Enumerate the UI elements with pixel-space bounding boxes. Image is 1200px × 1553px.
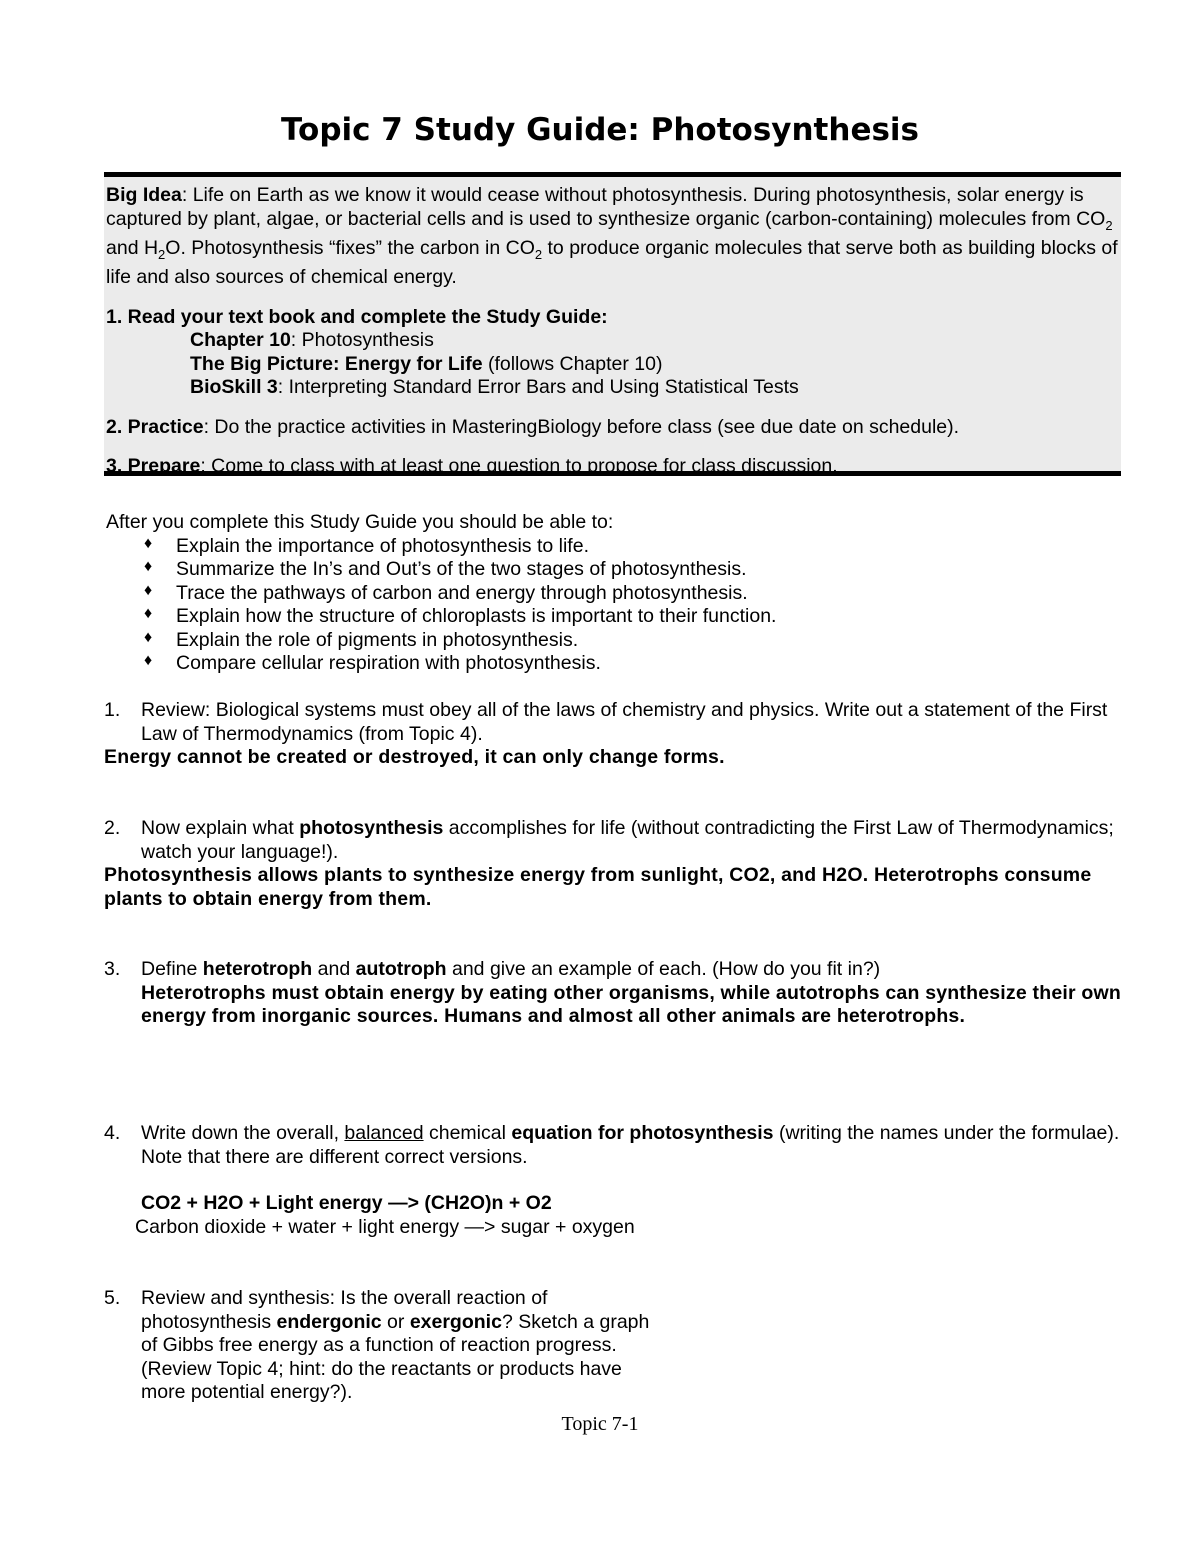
- page-footer: Topic 7-1: [561, 1413, 639, 1435]
- reading-title: Chapter 10: [190, 329, 291, 352]
- question-keyword: equation for photosynthesis: [511, 1122, 774, 1144]
- answer-text: Photosynthesis allows plants to synthesize energy from sunlight, CO2, and H2O. Heterotrophs consume plants to obtain energy from them.: [104, 864, 1092, 910]
- page-title: Topic 7 Study Guide: Photosynthesis: [281, 112, 919, 148]
- reading-desc: : Interpreting Standard Error Bars and Using Statistical Tests: [277, 376, 799, 399]
- big-idea-text: to produce organic molecules that serve both as building blocks of life and also sources of chemical energy.: [106, 236, 1118, 289]
- big-idea-label: Big Idea: [106, 184, 182, 206]
- bullet-icon: ♦: [144, 534, 153, 552]
- question-text-part: and: [312, 958, 356, 980]
- step3-text: : Come to class with at least one question to propose for class discussion.: [200, 455, 838, 478]
- question-keyword: exergonic: [409, 1310, 502, 1333]
- reading-title: The Big Picture: Energy for Life: [190, 352, 483, 375]
- objective-item: [106, 652, 1106, 676]
- question-keyword: endergonic: [276, 1310, 382, 1333]
- question-2: [104, 817, 1124, 911]
- question-number: 3.: [104, 958, 121, 980]
- reading-item: [190, 329, 1119, 353]
- reading-desc: (follows Chapter 10): [482, 352, 663, 375]
- bullet-icon: ♦: [144, 628, 153, 646]
- objective-item: [106, 629, 1106, 653]
- step3-label: 3. Prepare: [106, 455, 201, 478]
- reading-desc: : Photosynthesis: [290, 329, 434, 352]
- big-idea-text: and H: [106, 236, 159, 259]
- subscript: 2: [534, 246, 543, 262]
- objective-item: [106, 535, 1106, 559]
- question-number: 4.: [104, 1122, 121, 1144]
- objectives-section: [106, 511, 1106, 676]
- question-3: [104, 958, 1124, 1029]
- big-idea-paragraph: [106, 184, 1119, 290]
- step2-text: : Do the practice activities in MasteringBiology before class (see due date on schedule).: [203, 415, 960, 438]
- big-idea-box-content: [106, 184, 1119, 479]
- question-keyword: autotroph: [355, 958, 447, 980]
- reading-title: BioSkill 3: [190, 376, 278, 399]
- objectives-list: [106, 535, 1106, 676]
- big-idea-box: [104, 172, 1121, 476]
- equation-formula: CO2 + H2O + Light energy —> (CH2O)n + O2: [141, 1192, 552, 1214]
- reading-list: [106, 329, 1119, 400]
- question-text-part: or: [381, 1310, 410, 1333]
- objective-text: Compare cellular respiration with photosynthesis.: [176, 652, 601, 674]
- objective-text: Summarize the In’s and Out’s of the two stages of photosynthesis.: [176, 558, 747, 580]
- bullet-icon: ♦: [144, 605, 153, 622]
- question-text-part: ? Sketch a graph of Gibbs free energy as a function of reaction progress. (Review Topic 4; hint: do the reactants or products have more potential energy?).: [141, 1310, 650, 1403]
- step1-heading: 1. Read your text book and complete the Study Guide:: [106, 305, 608, 328]
- objective-item: [106, 582, 1106, 606]
- question-text-part: (writing the names under the formulae). Note that there are different correct versions.: [141, 1122, 1120, 1168]
- objective-item: [106, 558, 1106, 582]
- bullet-icon: ♦: [144, 558, 153, 575]
- objective-text: Explain the role of pigments in photosynthesis.: [176, 628, 579, 651]
- objective-text: Explain the importance of photosynthesis to life.: [176, 534, 589, 557]
- question-text-part: chemical: [423, 1122, 512, 1144]
- objective-text: Trace the pathways of carbon and energy through photosynthesis.: [176, 581, 748, 604]
- answer-text: Energy cannot be created or destroyed, it can only change forms.: [104, 746, 725, 768]
- question-5: [104, 1287, 664, 1405]
- question-text-part: Define: [141, 958, 203, 980]
- question-text-part: accomplishes for life (without contradicting the First Law of Thermodynamics; watch your language!).: [141, 817, 1114, 863]
- big-idea-text: : Life on Earth as we know it would cease without photosynthesis. During photosynthesis, solar energy is captured by plant, algae, or bacterial cells and is used to synthesize organic (carbon-containing) molecules from CO: [106, 184, 1106, 230]
- big-idea-text: O. Photosynthesis “fixes” the carbon in CO: [165, 236, 535, 259]
- question-text: Review: Biological systems must obey all of the laws of chemistry and physics. Write out a statement of the First Law of Thermodynamics (from Topic 4).: [141, 699, 1108, 745]
- objective-item: [106, 605, 1106, 629]
- subscript: 2: [1105, 217, 1113, 233]
- question-number: 2.: [104, 817, 121, 839]
- question-number: 1.: [104, 699, 121, 721]
- reading-item: [190, 353, 1119, 377]
- question-4: [104, 1122, 1124, 1239]
- question-text-part: Now explain what: [141, 817, 300, 839]
- equation-words: Carbon dioxide + water + light energy —> sugar + oxygen: [135, 1215, 635, 1238]
- reading-item: [190, 376, 1119, 400]
- question-keyword: photosynthesis: [299, 817, 444, 839]
- question-text: [141, 958, 1124, 982]
- question-underlined: balanced: [344, 1122, 424, 1144]
- question-number: 5.: [104, 1287, 121, 1309]
- step3: [106, 455, 1119, 479]
- question-text: [141, 1287, 664, 1405]
- question-text-part: Review and synthesis: Is the overall reaction of photosynthesis: [141, 1287, 548, 1333]
- question-text-part: Write down the overall,: [141, 1122, 345, 1144]
- question-text: [141, 1122, 1124, 1169]
- step2-label: 2. Practice: [106, 415, 204, 438]
- question-text: [141, 817, 1124, 864]
- question-keyword: heterotroph: [202, 958, 313, 980]
- subscript: 2: [158, 246, 166, 262]
- question-text-part: and give an example of each. (How do you fit in?): [446, 958, 881, 980]
- question-1: [104, 699, 1124, 770]
- objectives-intro: After you complete this Study Guide you should be able to:: [106, 511, 614, 533]
- answer-text: Heterotrophs must obtain energy by eating other organisms, while autotrophs can synthesize their own energy from inorganic sources. Humans and almost all other animals are heterotrophs.: [141, 981, 1121, 1027]
- bullet-icon: ♦: [144, 581, 153, 599]
- step2: [106, 416, 1119, 440]
- bullet-icon: ♦: [144, 652, 153, 669]
- objective-text: Explain how the structure of chloroplasts is important to their function.: [176, 605, 777, 627]
